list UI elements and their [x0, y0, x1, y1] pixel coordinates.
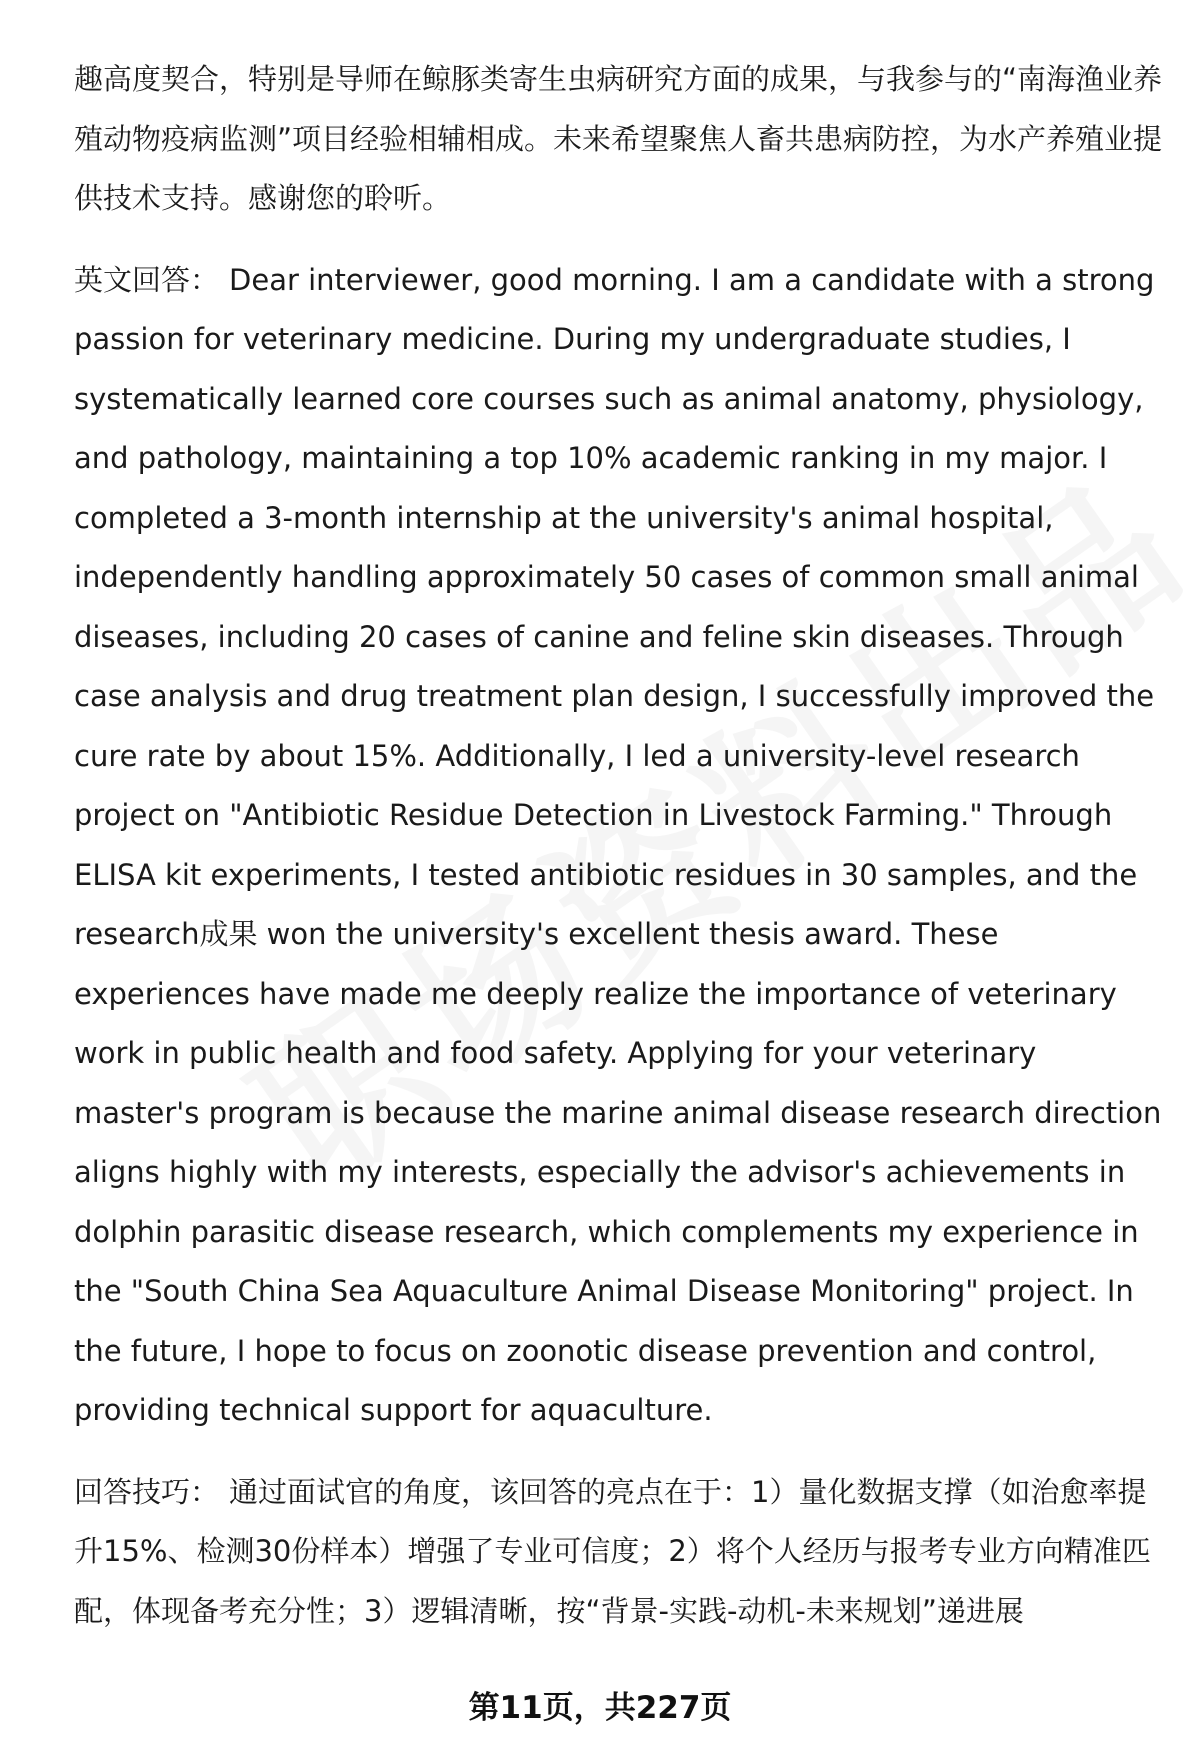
intro-continuation-paragraph: 趣高度契合，特别是导师在鲸豚类寄生虫病研究方面的成果，与我参与的“南海渔业养殖动物疫病监测”项目经验相辅相成。未来希望聚焦人畜共患病防控，为水产养殖业提供技术支持。感谢您的聆听。 — [74, 62, 1163, 215]
answer-tips-paragraph — [74, 1463, 1164, 1642]
english-answer-paragraph — [74, 251, 1164, 1441]
page-number-footer: 第11页，共227页 — [468, 1690, 732, 1726]
document-body — [74, 50, 1164, 1641]
answer-tips-label: 回答技巧： — [74, 1474, 220, 1509]
answer-tips-text: 通过面试官的角度，该回答的亮点在于：1）量化数据支撑（如治愈率提升15%、检测30份样本）增强了专业可信度；2）将个人经历与报考专业方向精准匹配，体现备考充分性；3）逻辑清晰，按“背景-实践-动机-未来规划”递进展 — [74, 1474, 1151, 1628]
english-answer-text: Dear interviewer, good morning. I am a candidate with a strong passion for veterinary medicine. During my undergraduate studies, I systematically learned core courses such as animal anatomy, physiology, and pathology, maintaining a top 10% academic ranking in my major. I completed a 3-month internship at the university's animal hospital, independently handling approximately 50 cases of common small animal diseases, including 20 cases of canine and feline skin diseases. Through case analysis and drug treatment plan design, I successfully improved the cure rate by about 15%. Additionally, I led a university-level research project on "Antibiotic Residue Detection in Livestock Farming." Through ELISA kit experiments, I tested antibiotic residues in 30 samples, and the research成果 won the university's excellent thesis award. These experiences have made me deeply realize the importance of veterinary work in public health and food safety. Applying for your veterinary master's program is because the marine animal disease research direction aligns highly with my interests, especially the advisor's achievements in dolphin parasitic disease research, which complements my experience in the "South China Sea Aquaculture Animal Disease Monitoring" project. In the future, I hope to focus on zoonotic disease prevention and control, providing technical support for aquaculture. — [74, 262, 1162, 1427]
english-answer-label: 英文回答： — [74, 262, 220, 297]
